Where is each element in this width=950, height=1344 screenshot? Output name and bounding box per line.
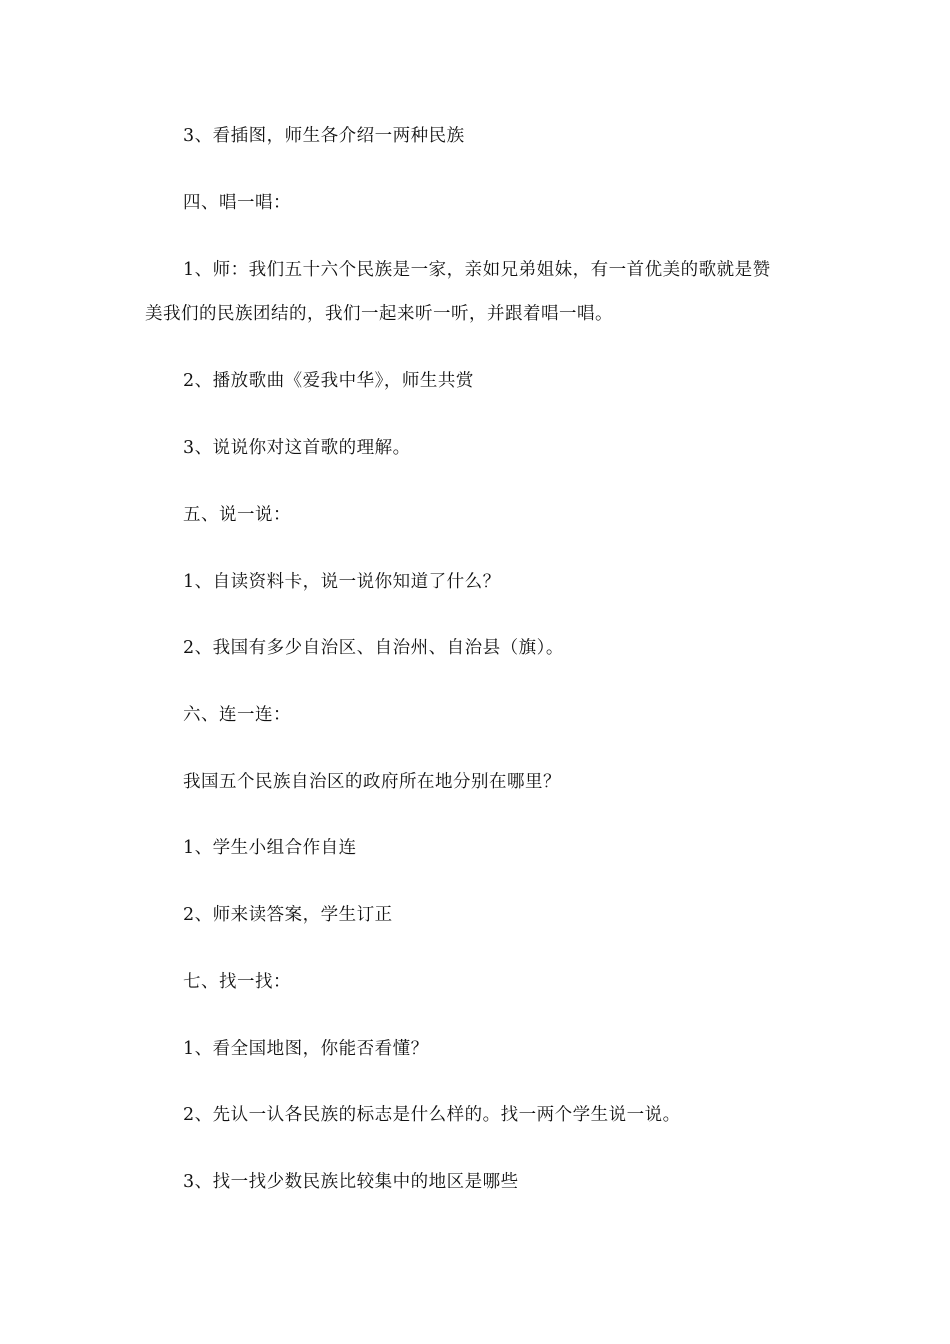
- item-1-national-map: 1、看全国地图，你能否看懂？: [183, 1039, 429, 1059]
- item-1-group-work: 1、学生小组合作自连: [183, 838, 357, 858]
- item-2-read-answers: 2、师来读答案，学生订正: [183, 905, 393, 925]
- item-2-ethnic-symbols: 2、先认一认各民族的标志是什么样的。找一两个学生说一说。: [183, 1105, 681, 1125]
- item-2-play-song: 2、播放歌曲《爱我中华》，师生共赏: [183, 371, 474, 391]
- item-1-teacher-line2: 美我们的民族团结的，我们一起来听一听，并跟着唱一唱。: [145, 304, 613, 324]
- section-6-heading: 六、连一连：: [183, 705, 291, 725]
- section-4-heading: 四、唱一唱：: [183, 193, 291, 213]
- item-3-song-understanding: 3、说说你对这首歌的理解。: [183, 438, 411, 458]
- question-five-regions: 我国五个民族自治区的政府所在地分别在哪里？: [183, 772, 561, 792]
- item-3-illustration: 3、看插图，师生各介绍一两种民族: [183, 126, 465, 146]
- section-5-heading: 五、说一说：: [183, 505, 291, 525]
- section-7-heading: 七、找一找：: [183, 972, 291, 992]
- item-3-minority-regions: 3、找一找少数民族比较集中的地区是哪些: [183, 1172, 519, 1192]
- item-1-teacher-line1: 1、师：我们五十六个民族是一家，亲如兄弟姐妹，有一首优美的歌就是赞: [183, 260, 771, 280]
- item-2-autonomous-regions: 2、我国有多少自治区、自治州、自治县（旗）。: [183, 638, 564, 658]
- item-1-read-card: 1、自读资料卡，说一说你知道了什么？: [183, 572, 501, 592]
